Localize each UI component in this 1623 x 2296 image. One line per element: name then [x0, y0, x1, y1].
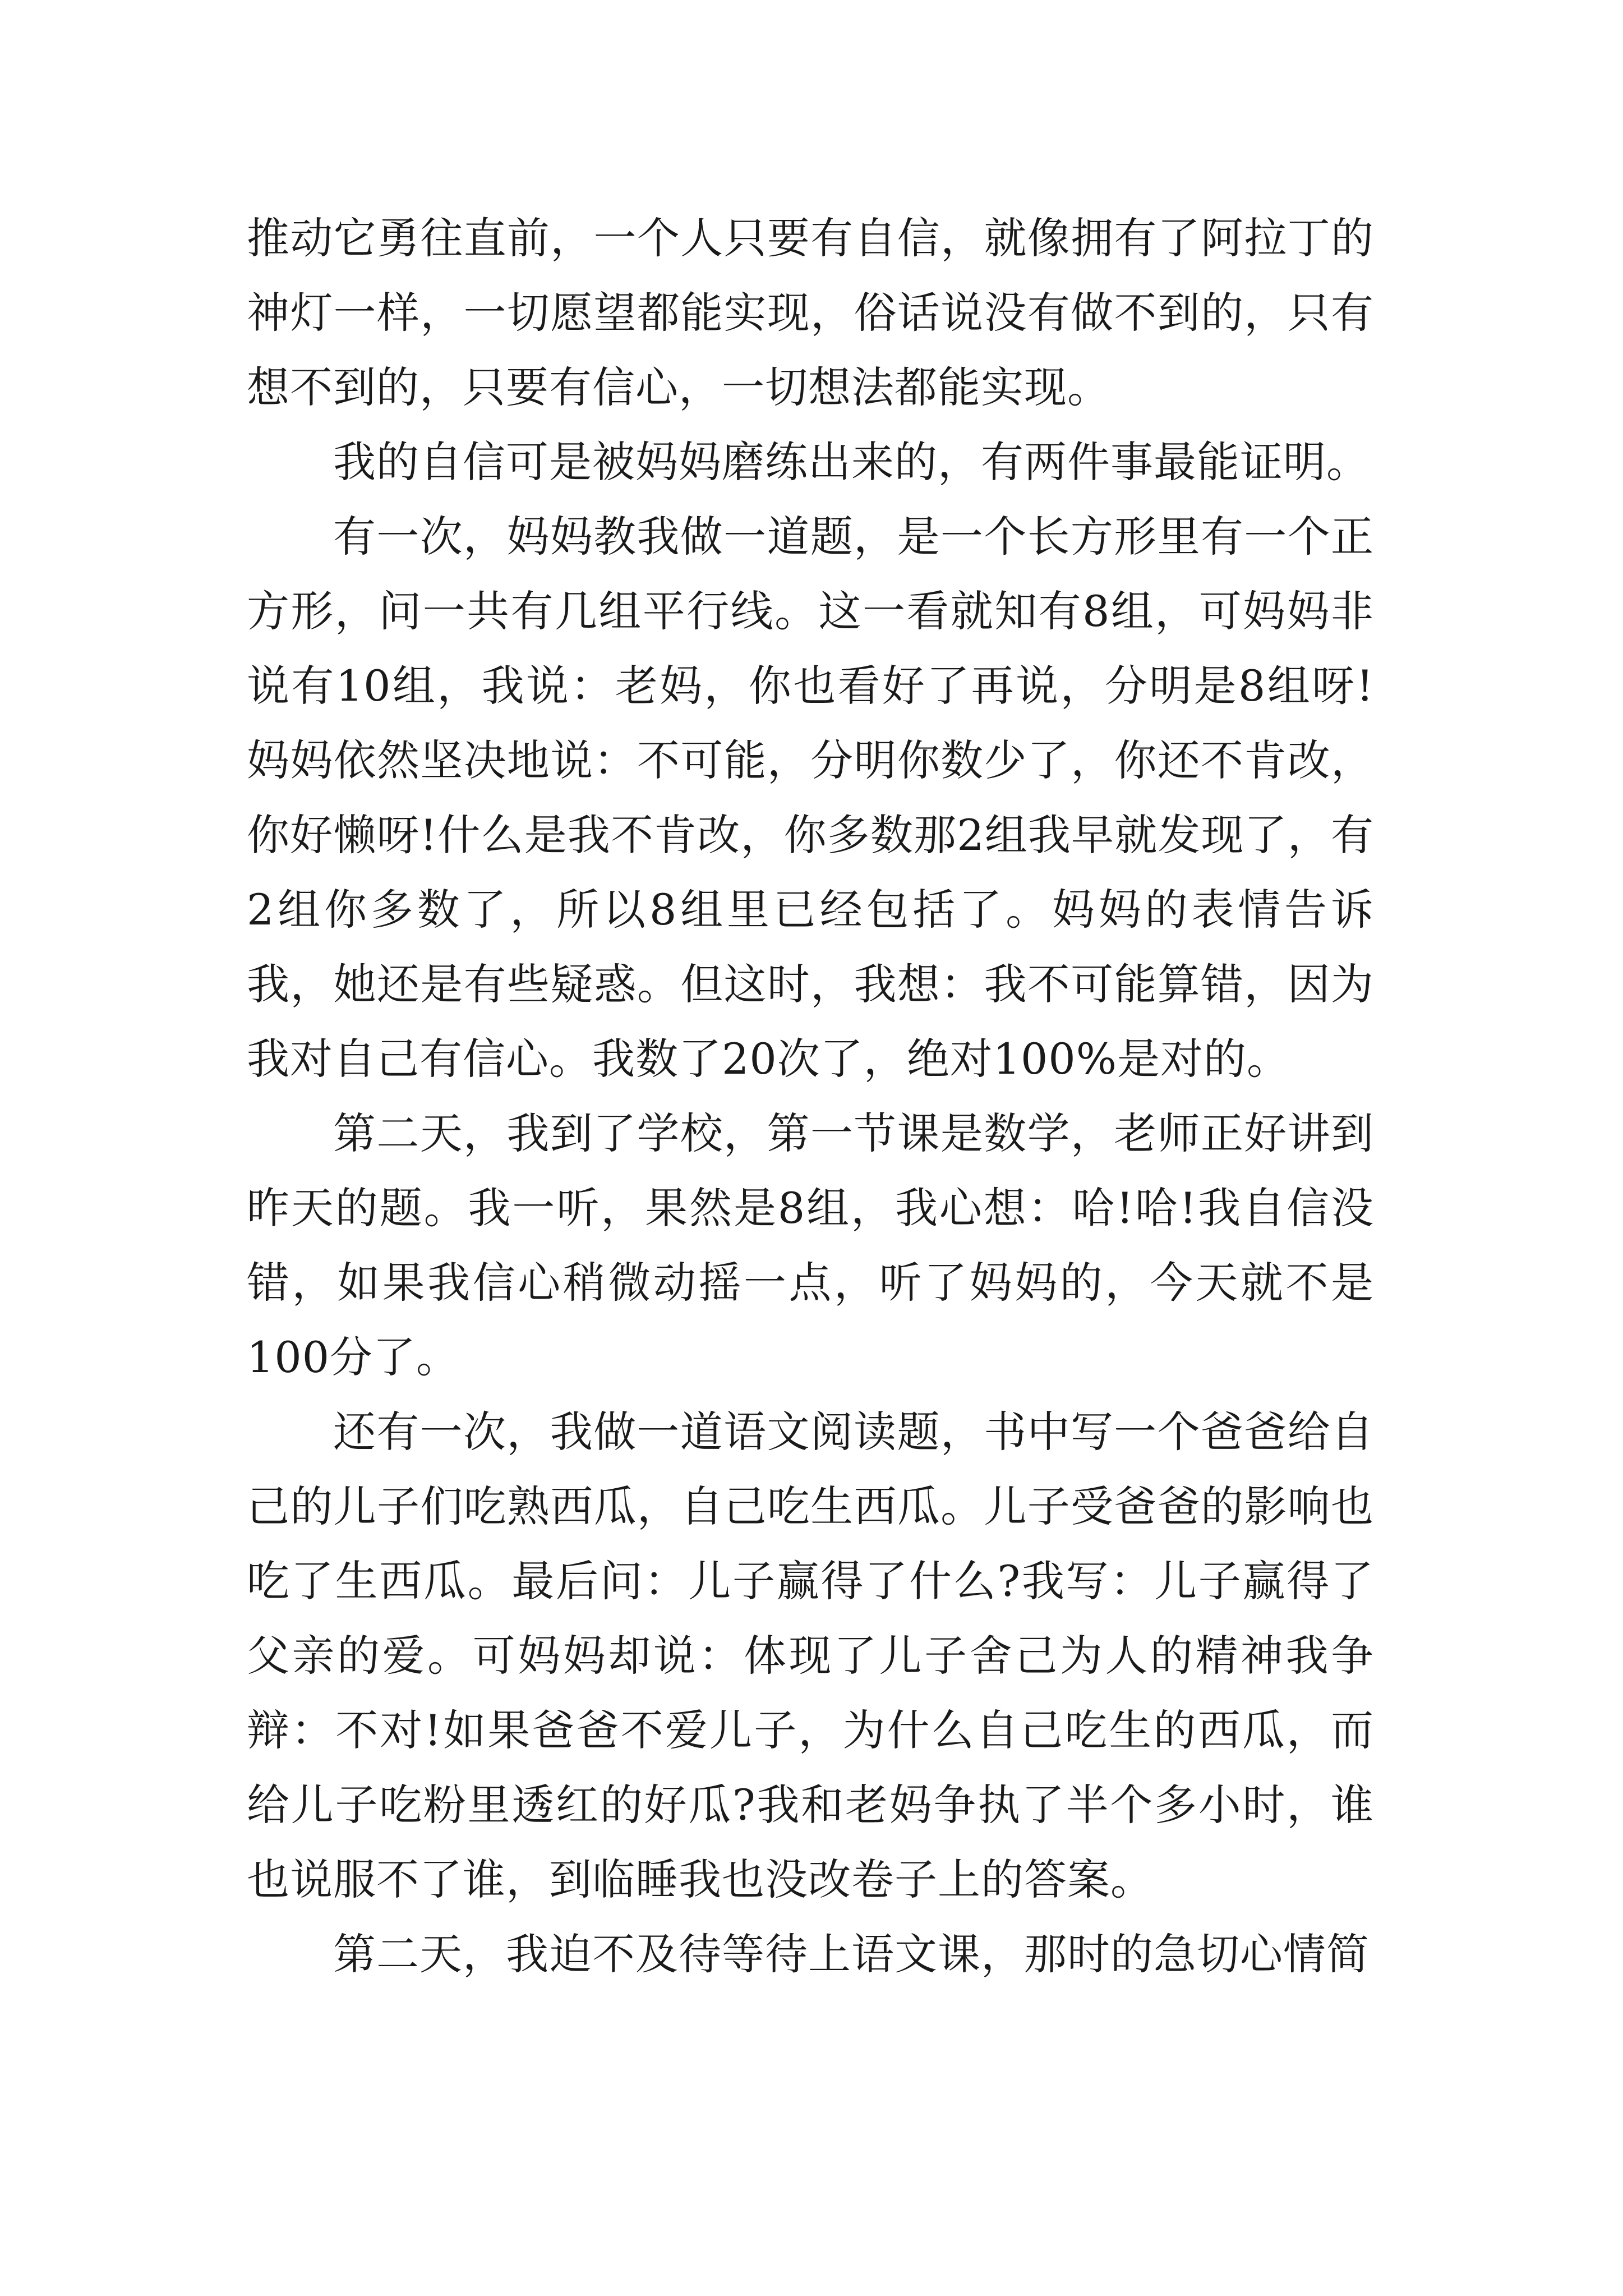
essay-body [247, 201, 1374, 1991]
paragraph-6: 第二天，我迫不及待等待上语文课，那时的急切心情简 [333, 1929, 1370, 1979]
paragraph-5: 还有一次，我做一道语文阅读题，书中写一个爸爸给自己的儿子们吃熟西瓜，自己吃生西瓜。儿子受爸爸的影响也吃了生西瓜。最后问：儿子赢得了什么?我写：儿子赢得了父亲的爱。可妈妈却说：体现了儿子舍己为人的精神我争辩：不对!如果爸爸不爱儿子，为什么自己吃生的西瓜，而给儿子吃粉里透红的好瓜?我和老妈争执了半个多小时，谁也说服不了谁，到临睡我也没改卷子上的答案。 [247, 1407, 1374, 1904]
paragraph-2: 我的自信可是被妈妈磨练出来的，有两件事最能证明。 [333, 437, 1370, 487]
paragraph-3: 有一次，妈妈教我做一道题，是一个长方形里有一个正方形，问一共有几组平行线。这一看就知有8组，可妈妈非说有10组，我说：老妈，你也看好了再说，分明是8组呀!妈妈依然坚决地说：不可能，分明你数少了，你还不肯改，你好懒呀!什么是我不肯改，你多数那2组我早就发现了，有2组你多数了，所以8组里已经包括了。妈妈的表情告诉我，她还是有些疑惑。但这时，我想：我不可能算错，因为我对自己有信心。我数了20次了，绝对100%是对的。 [247, 512, 1374, 1084]
paragraph-4: 第二天，我到了学校，第一节课是数学，老师正好讲到昨天的题。我一听，果然是8组，我心想：哈!哈!我自信没错，如果我信心稍微动摇一点，听了妈妈的，今天就不是100分了。 [247, 1108, 1374, 1382]
paragraph-1: 推动它勇往直前，一个人只要有自信，就像拥有了阿拉丁的神灯一样，一切愿望都能实现，俗话说没有做不到的，只有想不到的，只要有信心，一切想法都能实现。 [247, 213, 1374, 412]
